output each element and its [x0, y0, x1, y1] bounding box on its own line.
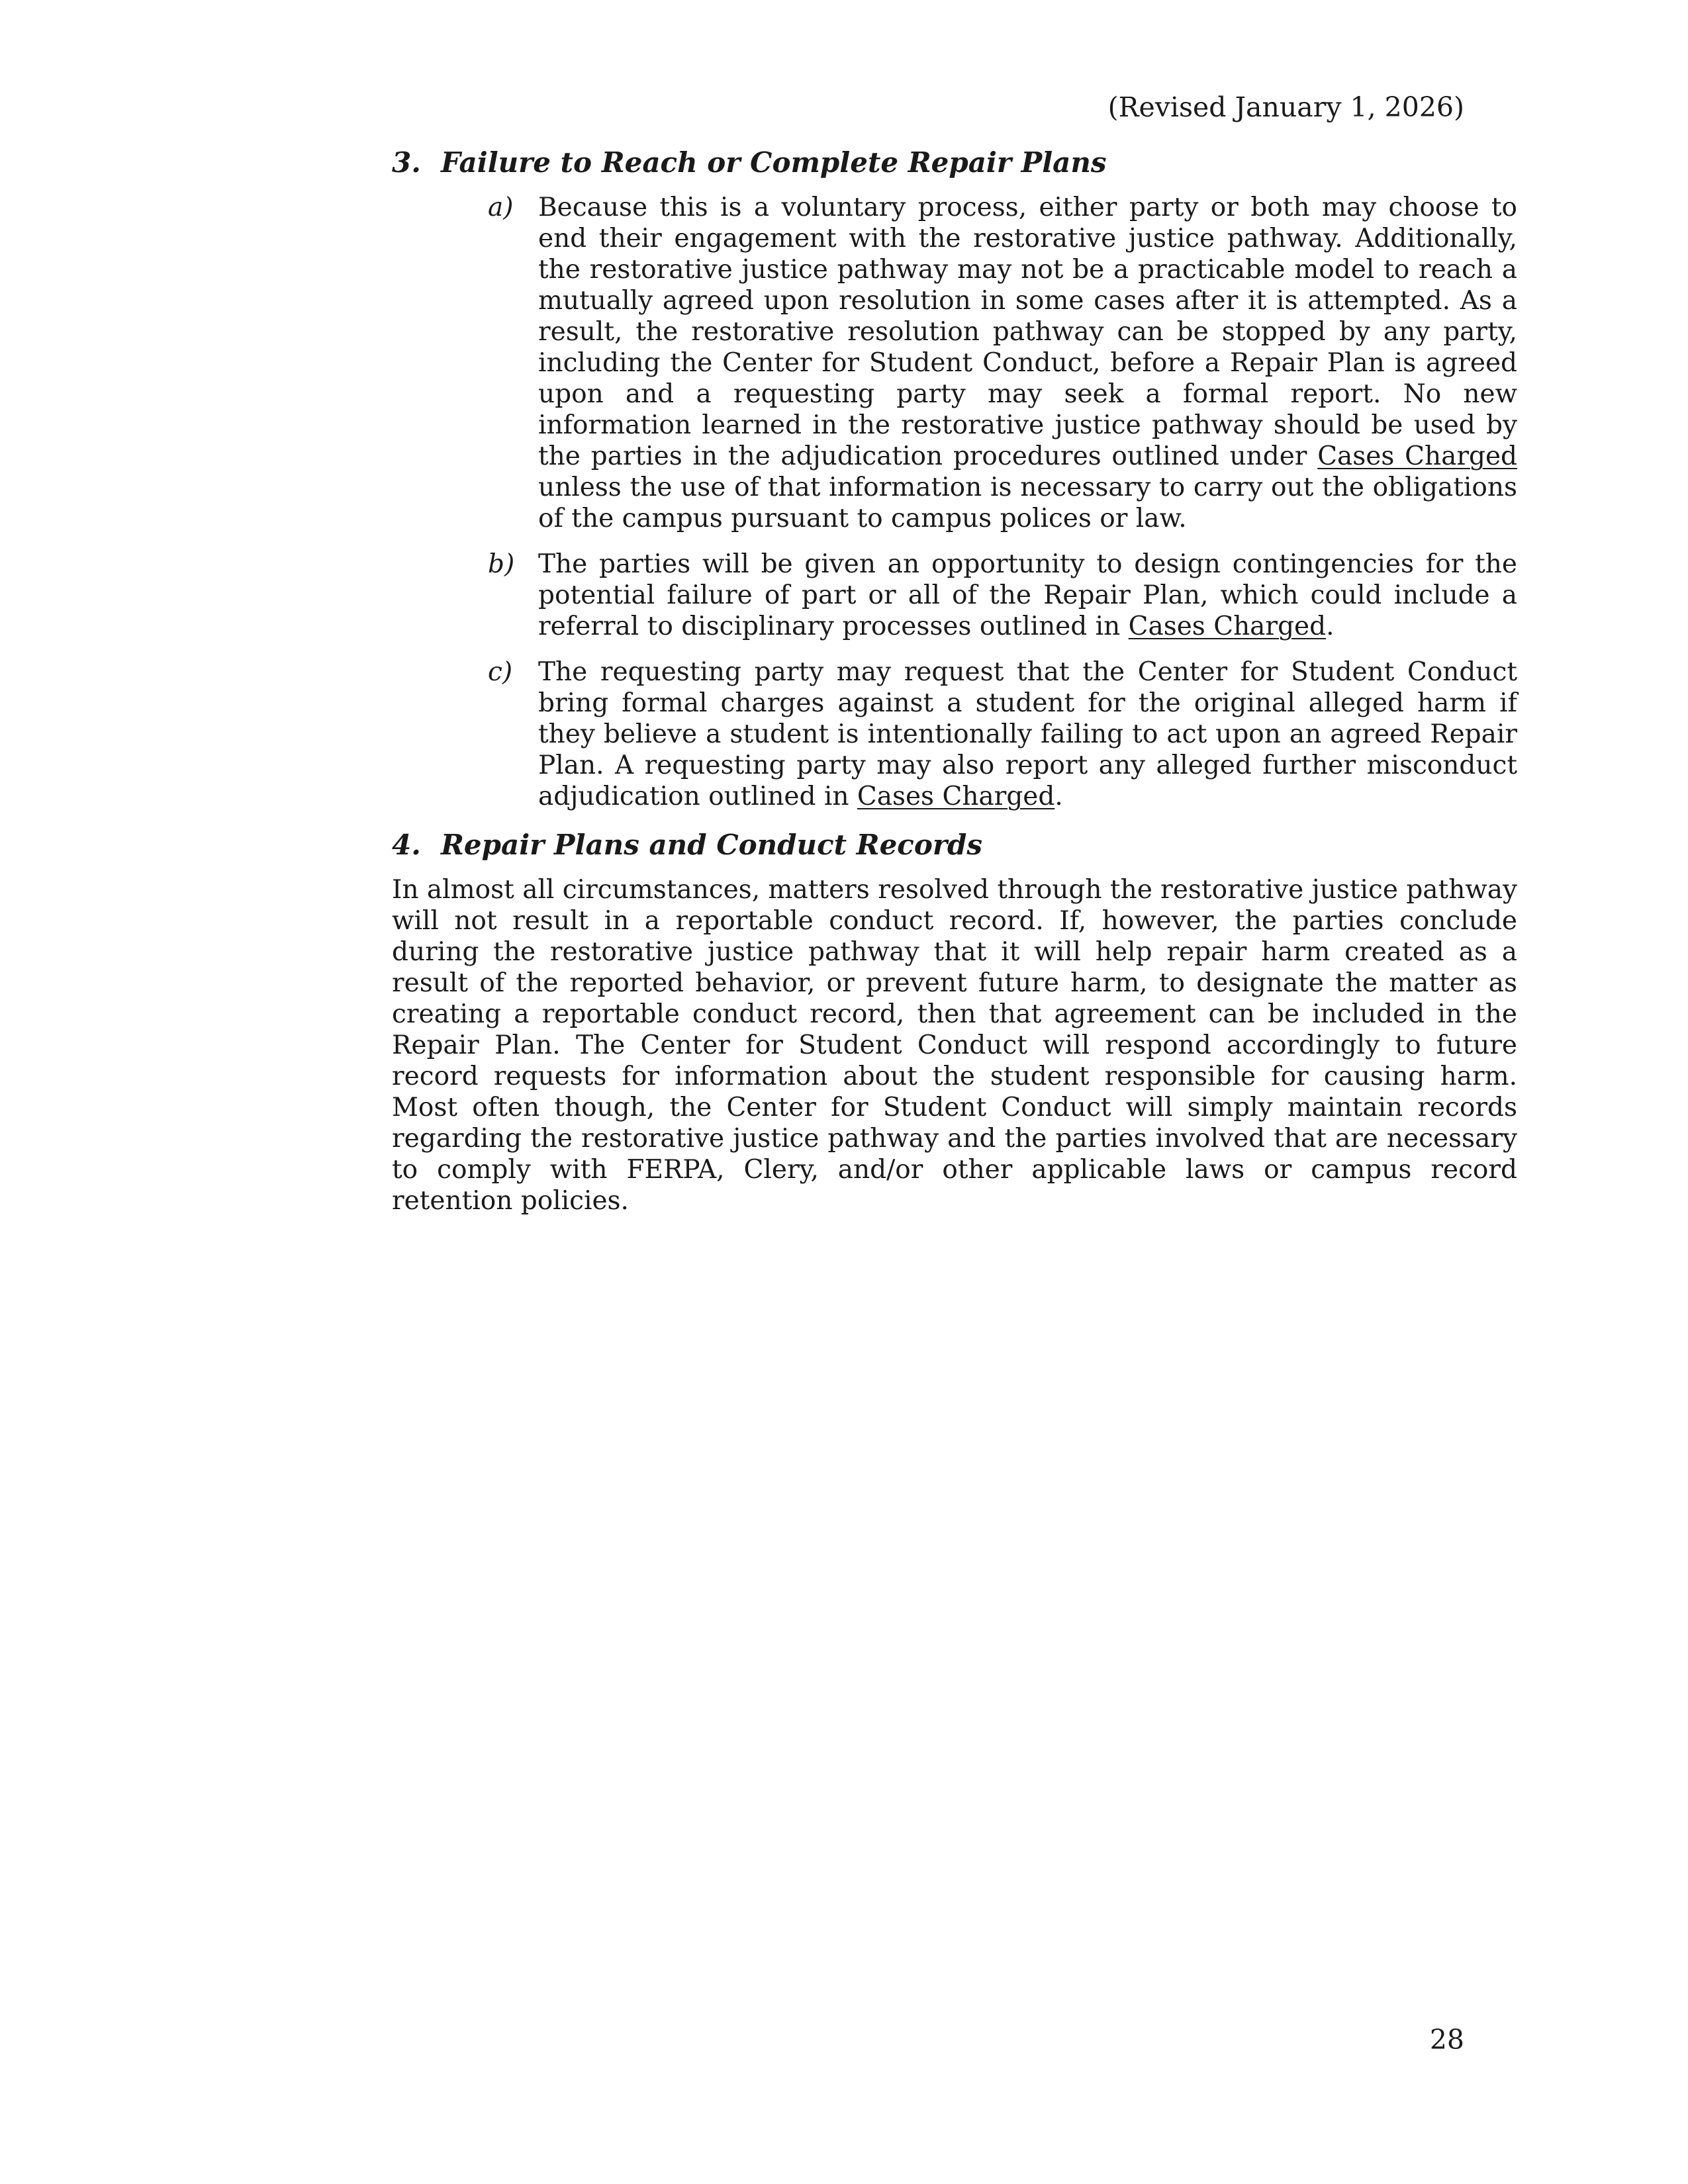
list-item-a-tail: unless the use of that information is necessary to carry out the obligations of the campus pursuant to campus polices or law. [538, 473, 1517, 533]
section-4-heading [392, 827, 1517, 864]
section-4-number: 4. [392, 829, 421, 861]
list-item-c-text [538, 657, 1517, 812]
list-item-b-body: The parties will be given an opportunity to design contingencies for the potential failure of part or all of the Repair Plan, which could include a referral to disciplinary processes outlined in [538, 549, 1517, 641]
list-item-a [488, 192, 1517, 534]
list-item-b-letter: b) [488, 549, 515, 579]
list-item-a-text [538, 192, 1517, 534]
list-item-b-text [538, 549, 1517, 642]
revision-date: (Revised January 1, 2026) [1107, 91, 1464, 123]
page-content [392, 144, 1517, 1216]
list-item-a-body: Because this is a voluntary process, either party or both may choose to end their engagement with the restorative justice pathway. Additionally, the restorative justice pathway may not be a practicable model to reach a mutually agreed upon resolution in some cases after it is attempted. As a result, the restorative resolution pathway can be stopped by any party, including the Center for Student Conduct, before a Repair Plan is agreed upon and a requesting party may seek a formal report. No new information learned in the restorative justice pathway should be used by the parties in the adjudication procedures outlined under [538, 193, 1517, 471]
section-3-title: Failure to Reach or Complete Repair Plans [441, 146, 1107, 179]
list-item-c-tail: . [1055, 782, 1063, 811]
section-3-number: 3. [392, 146, 421, 179]
cases-charged-link-a[interactable]: Cases Charged [1317, 441, 1517, 471]
list-item-c-letter: c) [488, 657, 513, 687]
cases-charged-link-c[interactable]: Cases Charged [857, 782, 1055, 811]
list-item-b-tail: . [1326, 612, 1335, 641]
list-item-c [488, 657, 1517, 812]
list-item-a-letter: a) [488, 193, 514, 222]
section-3-heading [392, 144, 1517, 181]
cases-charged-link-b[interactable]: Cases Charged [1128, 612, 1327, 641]
section-4-title: Repair Plans and Conduct Records [441, 829, 983, 861]
list-item-b [488, 549, 1517, 642]
section-4-paragraph: In almost all circumstances, matters resolved through the restorative justice pathway will not result in a reportable conduct record. If, however, the parties conclude during the restorative justice pathway that it will help repair harm created as a result of the reported behavior, or prevent future harm, to designate the matter as creating a reportable conduct record, then that agreement can be included in the Repair Plan. The Center for Student Conduct will respond accordingly to future record requests for information about the student responsible for causing harm. Most often though, the Center for Student Conduct will simply maintain records regarding the restorative justice pathway and the parties involved that are necessary to comply with FERPA, Clery, and/or other applicable laws or campus record retention policies. [392, 875, 1517, 1216]
list-item-c-body: The requesting party may request that the Center for Student Conduct bring formal charges against a student for the original alleged harm if they believe a student is intentionally failing to act upon an agreed Repair Plan. A requesting party may also report any alleged further misconduct adjudication outlined in [538, 657, 1517, 811]
page-number: 28 [1429, 2024, 1464, 2056]
